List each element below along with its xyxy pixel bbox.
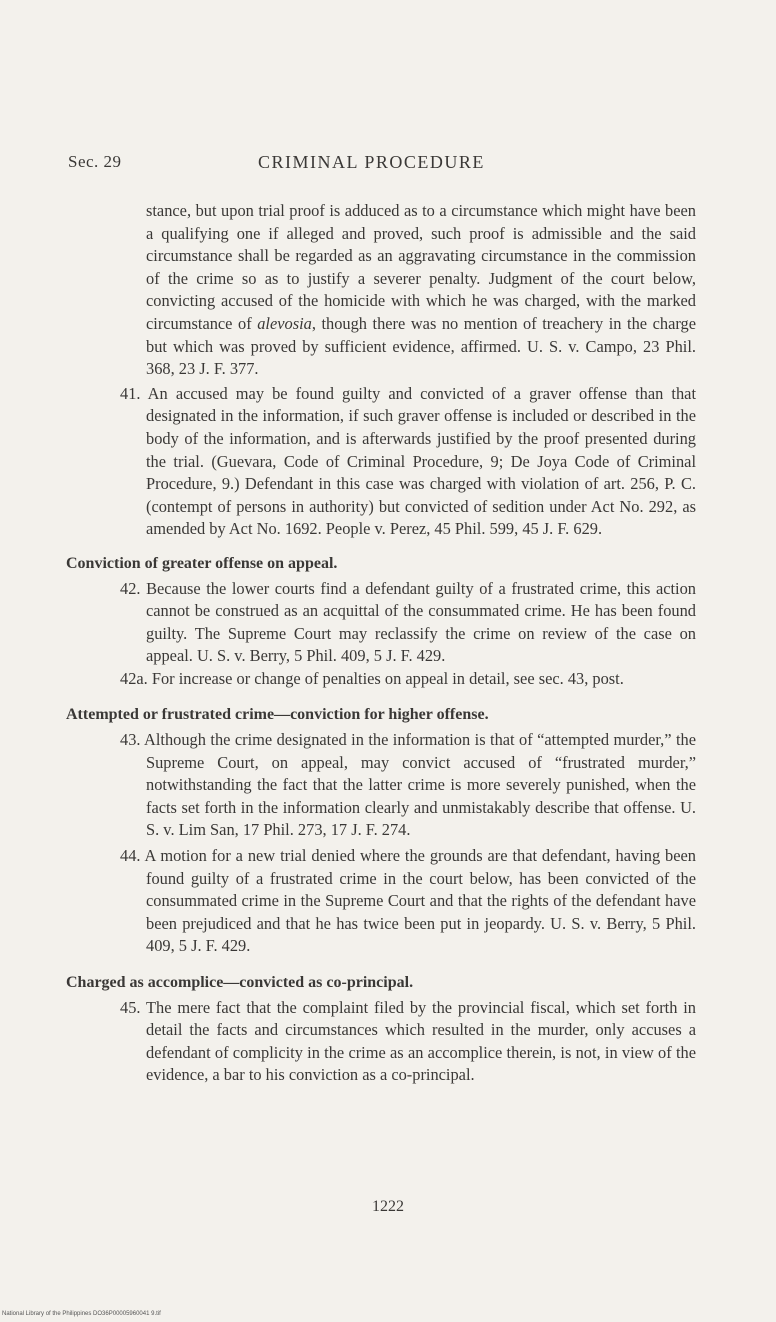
annotation-44: 44. A motion for a new trial denied where the grounds are that defendant, having been found guilty of a frustrated crime in the court below, has been convicted of the consummated crime in the Supreme Court and that the rights of the defendant have been prejudiced and that he has twice been put in jeopardy. U. S. v. Berry, 5 Phil. 409, 5 J. F. 429. xyxy=(120,846,696,956)
section-label: Sec. 29 xyxy=(68,152,122,171)
annotation-41: 41. An accused may be found guilty and convicted of a graver offense than that designated in the information, if such graver offense is included or described in the body of the information, and is afterwards justified by the proof presented during the trial. (Guevara, Code of Criminal Procedure, 9; De Joya Code of Criminal Procedure, 9.) Defendant in this case was charged with violation of art. 256, P. C. (contempt of persons in authority) but convicted of sedition under Act No. 292, as amended by Act No. 1692. People v. Perez, 45 Phil. 599, 45 J. F. 629. xyxy=(120,383,696,539)
italic-term: alevosia xyxy=(257,313,312,333)
annotation-42a: 42a. For increase or change of penalties on appeal in detail, see sec. 43, post. xyxy=(120,668,624,688)
heading-conviction-greater-offense: Conviction of greater offense on appeal. xyxy=(66,554,338,572)
heading-accomplice: Charged as accomplice—convicted as co-principal. xyxy=(66,974,414,991)
scan-footer: National Library of the Philippines DO36P00005960041 9.tif xyxy=(2,1311,161,1317)
page-body xyxy=(66,200,696,1087)
continuation-paragraph: stance, but upon trial proof is adduced as to a circumstance which might have been a qualifying one if alleged and proved, such proof is admissible and the said circumstance shall be regarded as an aggravating circumstance in the commission of the crime so as to justify a severer penalty. Judgment of the court below, convicting accused of the homicide with which he was charged, with the marked circumstance of alevosia, though there was no mention of treachery in the charge but which was proved by sufficient evidence, affirmed. U. S. v. Campo, 23 Phil. 368, 23 J. F. 377. xyxy=(146,201,696,379)
annotation-43: 43. Although the crime designated in the information is that of “attempted murder,” the Supreme Court, on appeal, may convict accused of “frustrated murder,” notwithstanding the fact that the latter crime is more severely punished, when the facts set forth in the information clearly and unmistakably describe that offense. U. S. v. Lim San, 17 Phil. 273, 17 J. F. 274. xyxy=(120,730,696,840)
page-title: CRIMINAL PROCEDURE xyxy=(258,152,485,172)
annotation-42: 42. Because the lower courts find a defendant guilty of a frustrated crime, this action cannot be construed as an acquittal of the consummated crime. He has been found guilty. The Supreme Court may reclassify the crime on review of the case on appeal. U. S. v. Berry, 5 Phil. 409, 5 J. F. 429. xyxy=(120,578,696,666)
running-header xyxy=(68,152,708,178)
annotation-45: 45. The mere fact that the complaint filed by the provincial fiscal, which set forth in detail the facts and circumstances which resulted in the murder, only accuses a defendant of complicity in the crime as an accomplice therein, is not, in view of the evidence, a bar to his conviction as a co-principal. xyxy=(120,997,696,1085)
heading-attempted-frustrated: Attempted or frustrated crime—conviction for higher offense. xyxy=(66,706,489,724)
page-number: 1222 xyxy=(372,1198,404,1215)
